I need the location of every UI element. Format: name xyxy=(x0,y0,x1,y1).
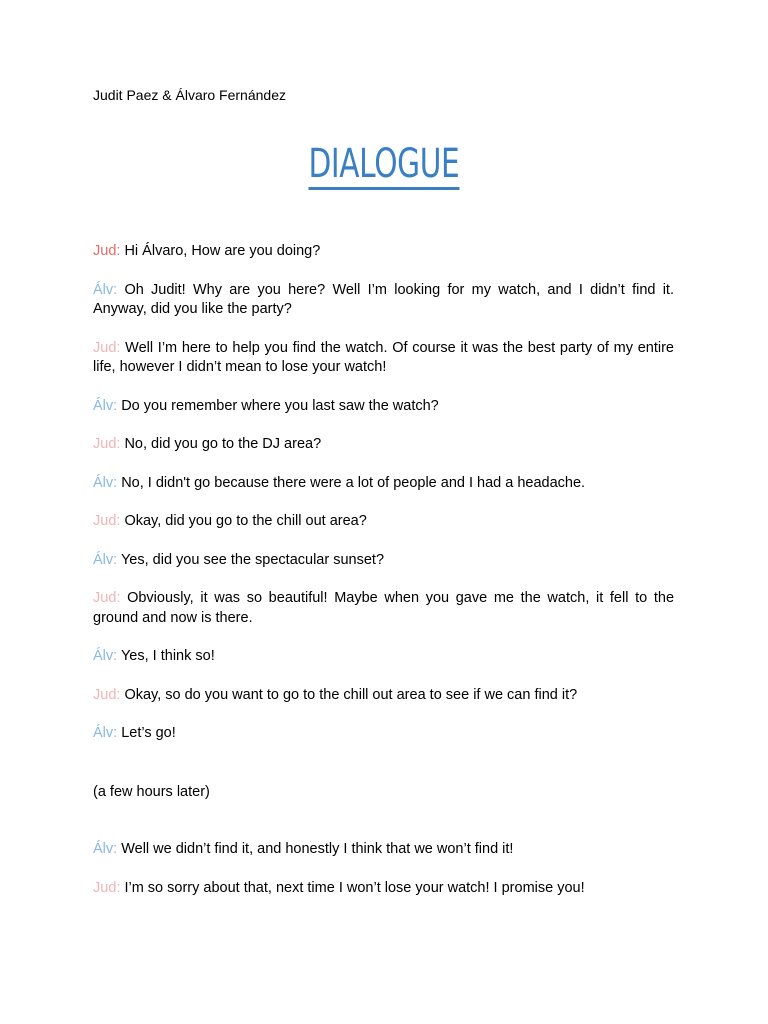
speaker-label: Álv: xyxy=(93,474,118,491)
dialogue-line xyxy=(93,686,674,706)
dialogue-line xyxy=(93,512,674,532)
line-text: No, did you go to the DJ area? xyxy=(124,436,322,452)
line-text: Okay, did you go to the chill out area? xyxy=(124,513,367,529)
speaker-label: Jud: xyxy=(93,879,121,896)
speaker-label: Jud: xyxy=(93,590,121,606)
speaker-label: Jud: xyxy=(93,436,121,452)
dialogue-line xyxy=(93,879,674,899)
dialogue-line xyxy=(93,242,674,262)
dialogue-line xyxy=(93,840,674,860)
dialogue-line xyxy=(93,281,674,320)
dialogue-body xyxy=(93,242,674,917)
dialogue-line xyxy=(93,474,674,494)
speaker-label: Jud: xyxy=(93,339,121,356)
line-text: Well we didn’t find it, and honestly I think that we won’t find it! xyxy=(121,841,514,857)
speaker-label: Álv: xyxy=(93,725,118,741)
dialogue-line xyxy=(93,551,674,571)
speaker-label: Álv: xyxy=(93,397,118,414)
speaker-label: Jud: xyxy=(93,243,121,259)
speaker-label: Jud: xyxy=(93,686,121,703)
line-text: Yes, did you see the spectacular sunset? xyxy=(120,551,385,568)
line-text: Obviously, it was so beautiful! Maybe when you gave me the watch, it fell to the ground and now is there. xyxy=(93,590,675,626)
speaker-label: Álv: xyxy=(93,551,118,568)
authors-line: Judit Paez & Álvaro Fernández xyxy=(93,87,286,103)
line-text: Do you remember where you last saw the watch? xyxy=(121,397,439,414)
dialogue-line xyxy=(93,724,674,744)
dialogue-line xyxy=(93,435,674,455)
line-text: Yes, I think so! xyxy=(120,648,215,664)
document-title: DIALOGUE xyxy=(309,142,460,190)
speaker-label: Álv: xyxy=(93,281,118,298)
stage-note: (a few hours later) xyxy=(93,783,210,800)
dialogue-line xyxy=(93,339,674,378)
line-text: Let’s go! xyxy=(121,725,176,741)
line-text: Well I’m here to help you find the watch. Of course it was the best party of my entire life, however I didn’t mean to lose your watch! xyxy=(93,339,674,375)
speaker-label: Álv: xyxy=(93,841,118,857)
line-text: No, I didn't go because there were a lot of people and I had a headache. xyxy=(121,474,586,491)
speaker-label: Jud: xyxy=(93,513,121,529)
line-text: I’m so sorry about that, next time I won’t lose your watch! I promise you! xyxy=(124,879,585,896)
line-text: Hi Álvaro, How are you doing? xyxy=(124,243,321,259)
title-container xyxy=(0,142,768,190)
dialogue-line xyxy=(93,397,674,417)
speaker-label: Álv: xyxy=(93,648,118,664)
dialogue-line xyxy=(93,589,674,628)
line-text: Okay, so do you want to go to the chill out area to see if we can find it? xyxy=(124,686,578,703)
dialogue-line xyxy=(93,647,674,667)
line-text: Oh Judit! Why are you here? Well I’m looking for my watch, and I didn’t find it. Anyway, did you like the party? xyxy=(93,281,674,317)
